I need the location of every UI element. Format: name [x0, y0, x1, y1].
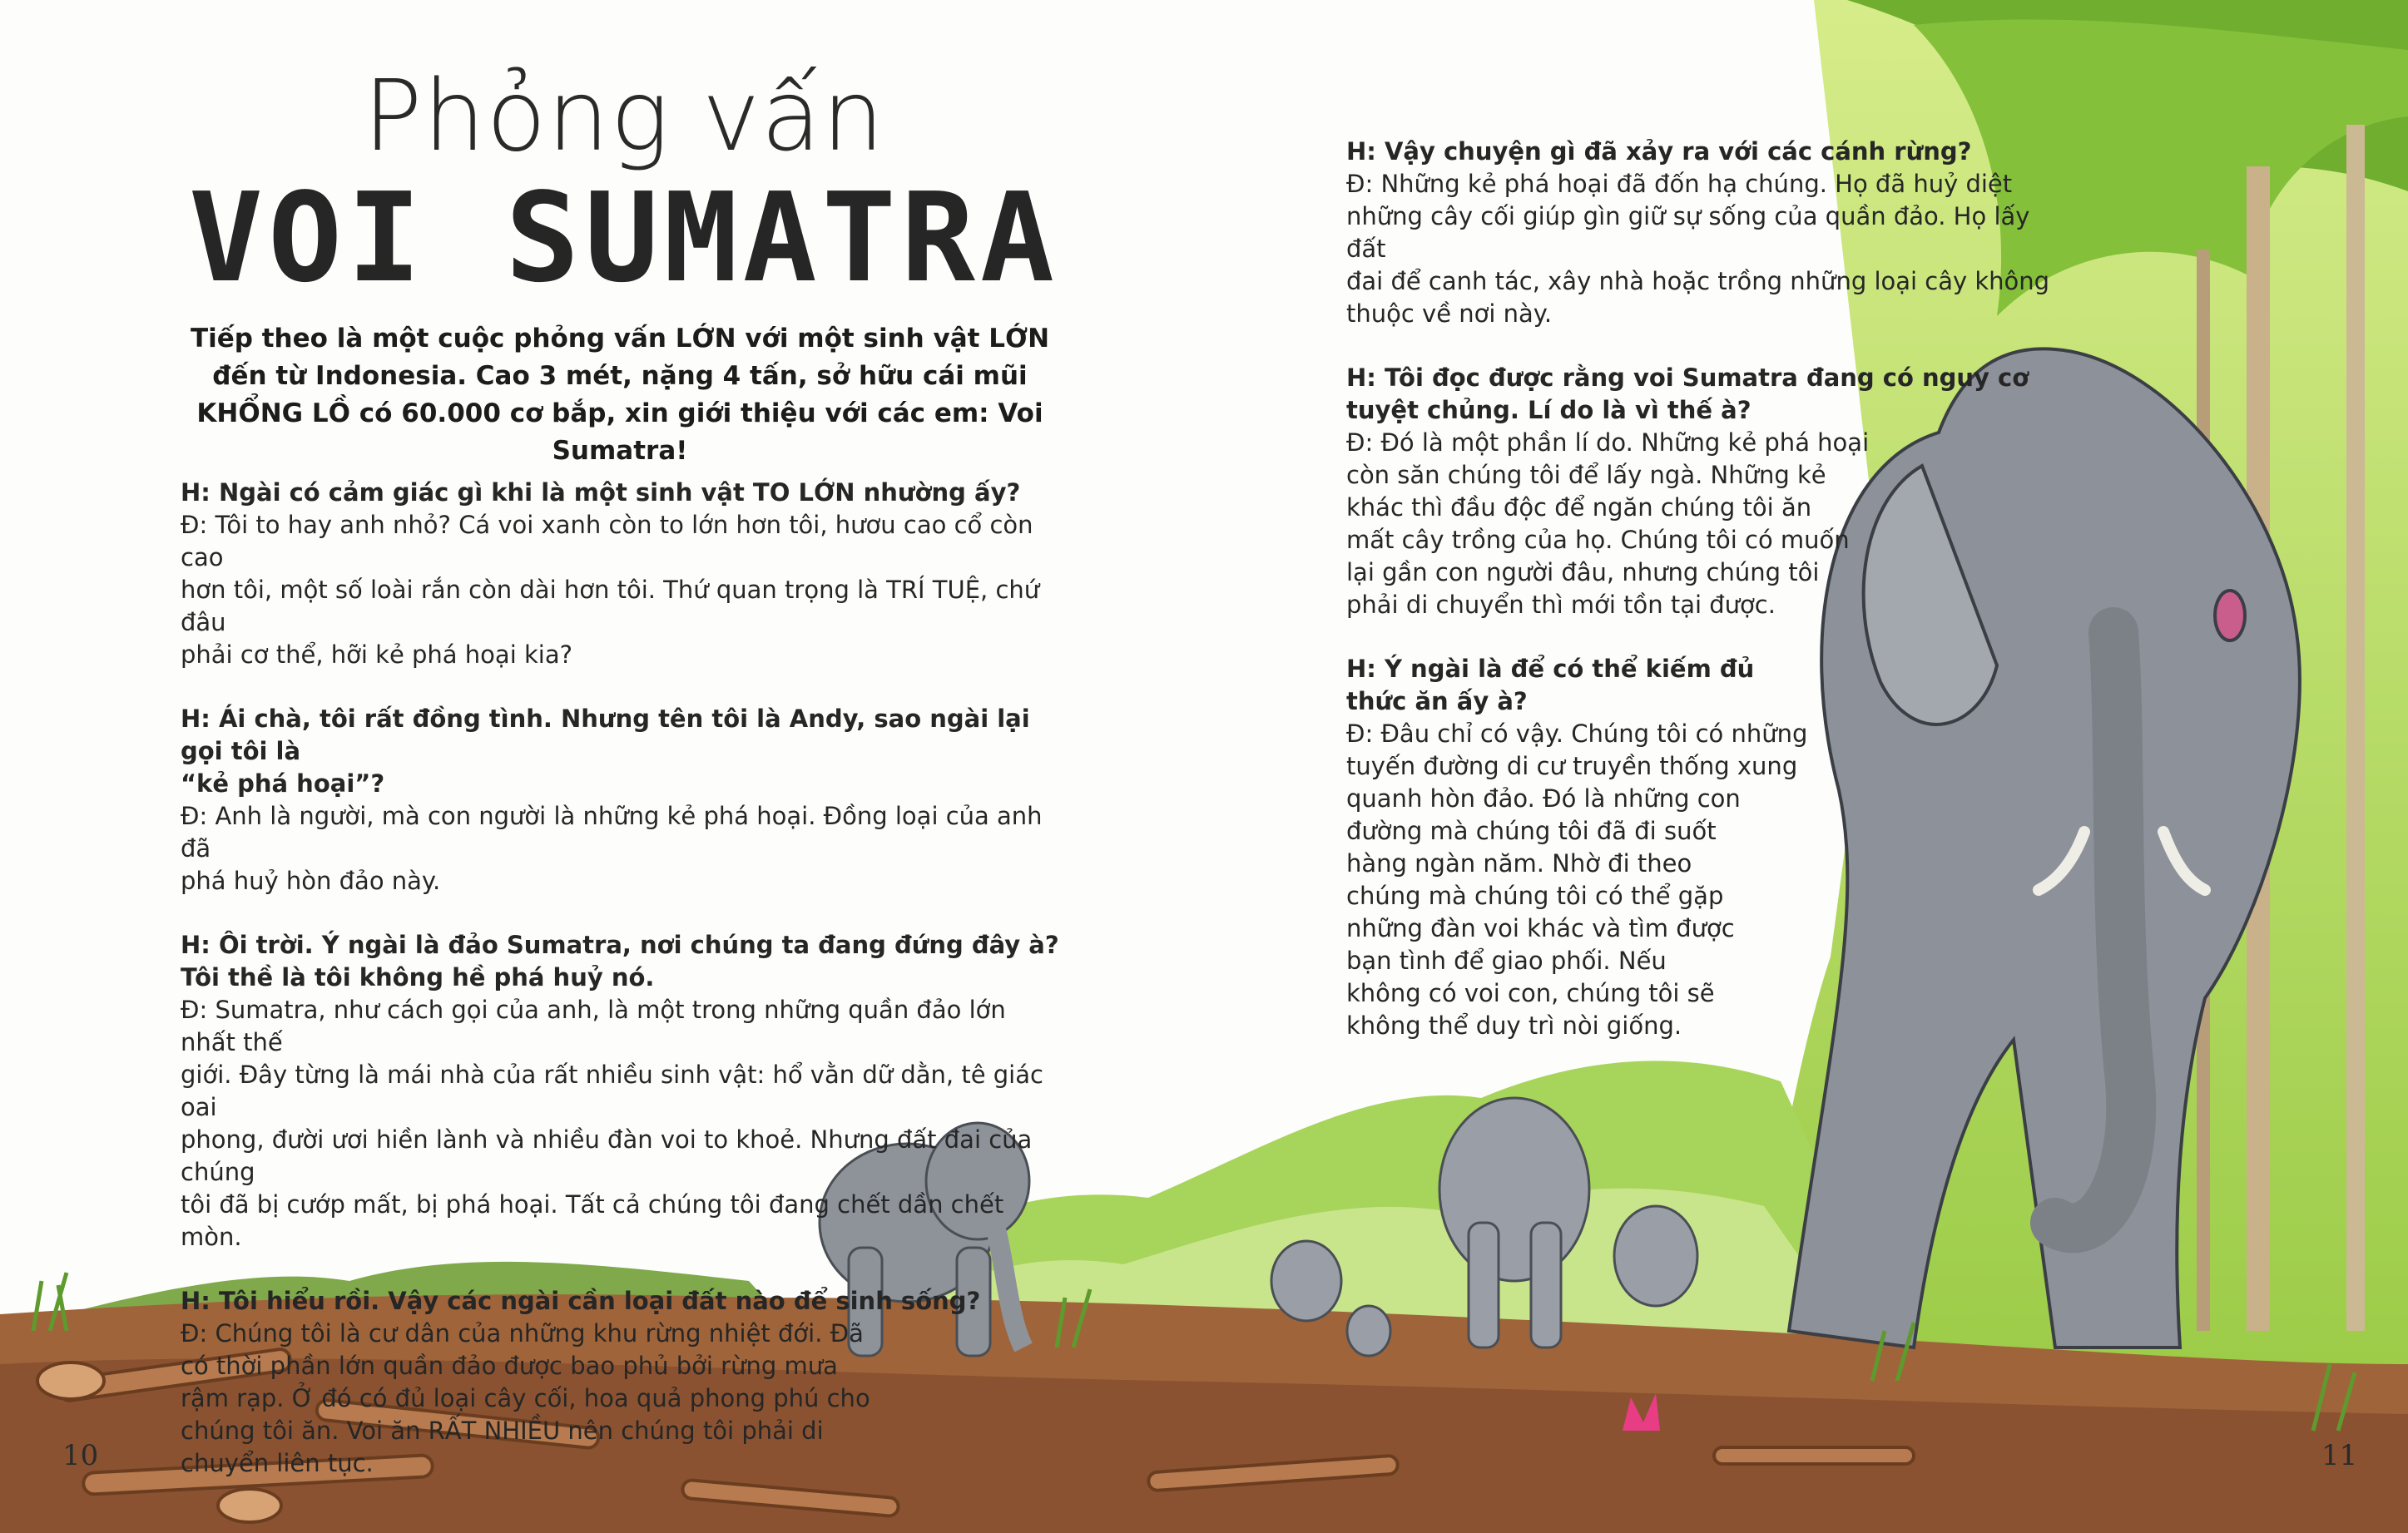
question: H: Ôi trời. Ý ngài là đảo Sumatra, nơi chúng ta đang đứng đây à? Tôi thề là tôi không hề phá huỷ nó. [181, 931, 1059, 992]
title-line-1: Phỏng vấn [363, 58, 885, 173]
intro-paragraph: Tiếp theo là một cuộc phỏng vấn LỚN với một sinh vật LỚN đến từ Indonesia. Cao 3 mét, nặng 4 tấn, sở hữu cái mũi KHỔNG LỒ có 60.000 cơ bắp, xin giới thiệu với các em: Voi Sumatra! [190, 324, 1050, 466]
qa-block [181, 1285, 1063, 1480]
page-number-left: 10 [62, 1439, 99, 1472]
answer: Đ: Sumatra, như cách gọi của anh, là một trong những quần đảo lớn nhất thế giới. Đây từng là mái nhà của rất nhiều sinh vật: hổ vằn dữ dằn, tê giác oai phong, đười ươi hiền lành và nhiều đàn voi to khoẻ. Nhưng đất đai của chúng tôi đã bị cướp mất, bị phá hoại. Tất cả chúng tôi đang chết dần chết mòn. [181, 996, 1043, 1251]
right-interview-column [1346, 136, 2062, 1074]
qa-block [181, 703, 1063, 898]
qa-block [1346, 362, 2062, 621]
left-interview-column [181, 477, 1063, 1511]
question: H: Vậy chuyện gì đã xảy ra với các cánh rừng? [1346, 137, 1972, 166]
answer: Đ: Anh là người, mà con người là những kẻ phá hoại. Đồng loại của anh đã phá huỷ hòn đảo này. [181, 802, 1043, 895]
question: H: Tôi hiểu rồi. Vậy các ngài cần loại đất nào để sinh sống? [181, 1287, 981, 1315]
qa-block [1346, 653, 2062, 1042]
qa-block [181, 929, 1063, 1254]
answer: Đ: Đâu chỉ có vậy. Chúng tôi có những tuyến đường di cư truyền thống xung quanh hòn đảo. Đó là những con đường mà chúng tôi đã đi suốt hàng ngàn năm. Nhờ đi theo chúng mà chúng tôi có thể gặp những đàn voi khác và tìm được bạn tình để giao phối. Nếu không có voi con, chúng tôi sẽ không thể duy trì nòi giống. [1346, 720, 1808, 1040]
question: H: Tôi đọc được rằng voi Sumatra đang có nguy cơ tuyệt chủng. Lí do là vì thế à? [1346, 363, 2029, 424]
question: H: Ái chà, tôi rất đồng tình. Nhưng tên tôi là Andy, sao ngài lại gọi tôi là “kẻ phá hoại”? [181, 705, 1030, 798]
qa-block [1346, 136, 2062, 330]
answer: Đ: Những kẻ phá hoại đã đốn hạ chúng. Họ đã huỷ diệt những cây cối giúp gìn giữ sự sống của quần đảo. Họ lấy đất đai để canh tác, xây nhà hoặc trồng những loại cây không thuộc về nơi này. [1346, 170, 2050, 328]
answer: Đ: Đó là một phần lí do. Những kẻ phá hoại còn săn chúng tôi để lấy ngà. Những kẻ khác thì đầu độc để ngăn chúng tôi ăn mất cây trồng của họ. Chúng tôi có muốn lại gần con người đâu, nhưng chúng tôi phải di chuyển thì mới tồn tại được. [1346, 428, 1870, 619]
page-number-right: 11 [2321, 1439, 2358, 1472]
qa-block [181, 477, 1063, 671]
question: H: Ngài có cảm giác gì khi là một sinh vật TO LỚN nhường ấy? [181, 478, 1021, 507]
answer: Đ: Tôi to hay anh nhỏ? Cá voi xanh còn to lớn hơn tôi, hươu cao cổ còn cao hơn tôi, một số loài rắn còn dài hơn tôi. Thứ quan trọng là TRÍ TUỆ, chứ đâu phải cơ thể, hỡi kẻ phá hoại kia? [181, 511, 1040, 669]
title-line-2: VOI SUMATRA [188, 166, 1060, 309]
answer: Đ: Chúng tôi là cư dân của những khu rừng nhiệt đới. Đã có thời phần lớn quần đảo được bao phủ bởi rừng mưa rậm rạp. Ở đó có đủ loại cây cối, hoa quả phong phú cho chúng tôi ăn. Voi ăn RẤT NHIỀU nên chúng tôi phải di chuyển liên tục. [181, 1319, 870, 1477]
question: H: Ý ngài là để có thể kiếm đủ thức ăn ấy à? [1346, 655, 1755, 715]
